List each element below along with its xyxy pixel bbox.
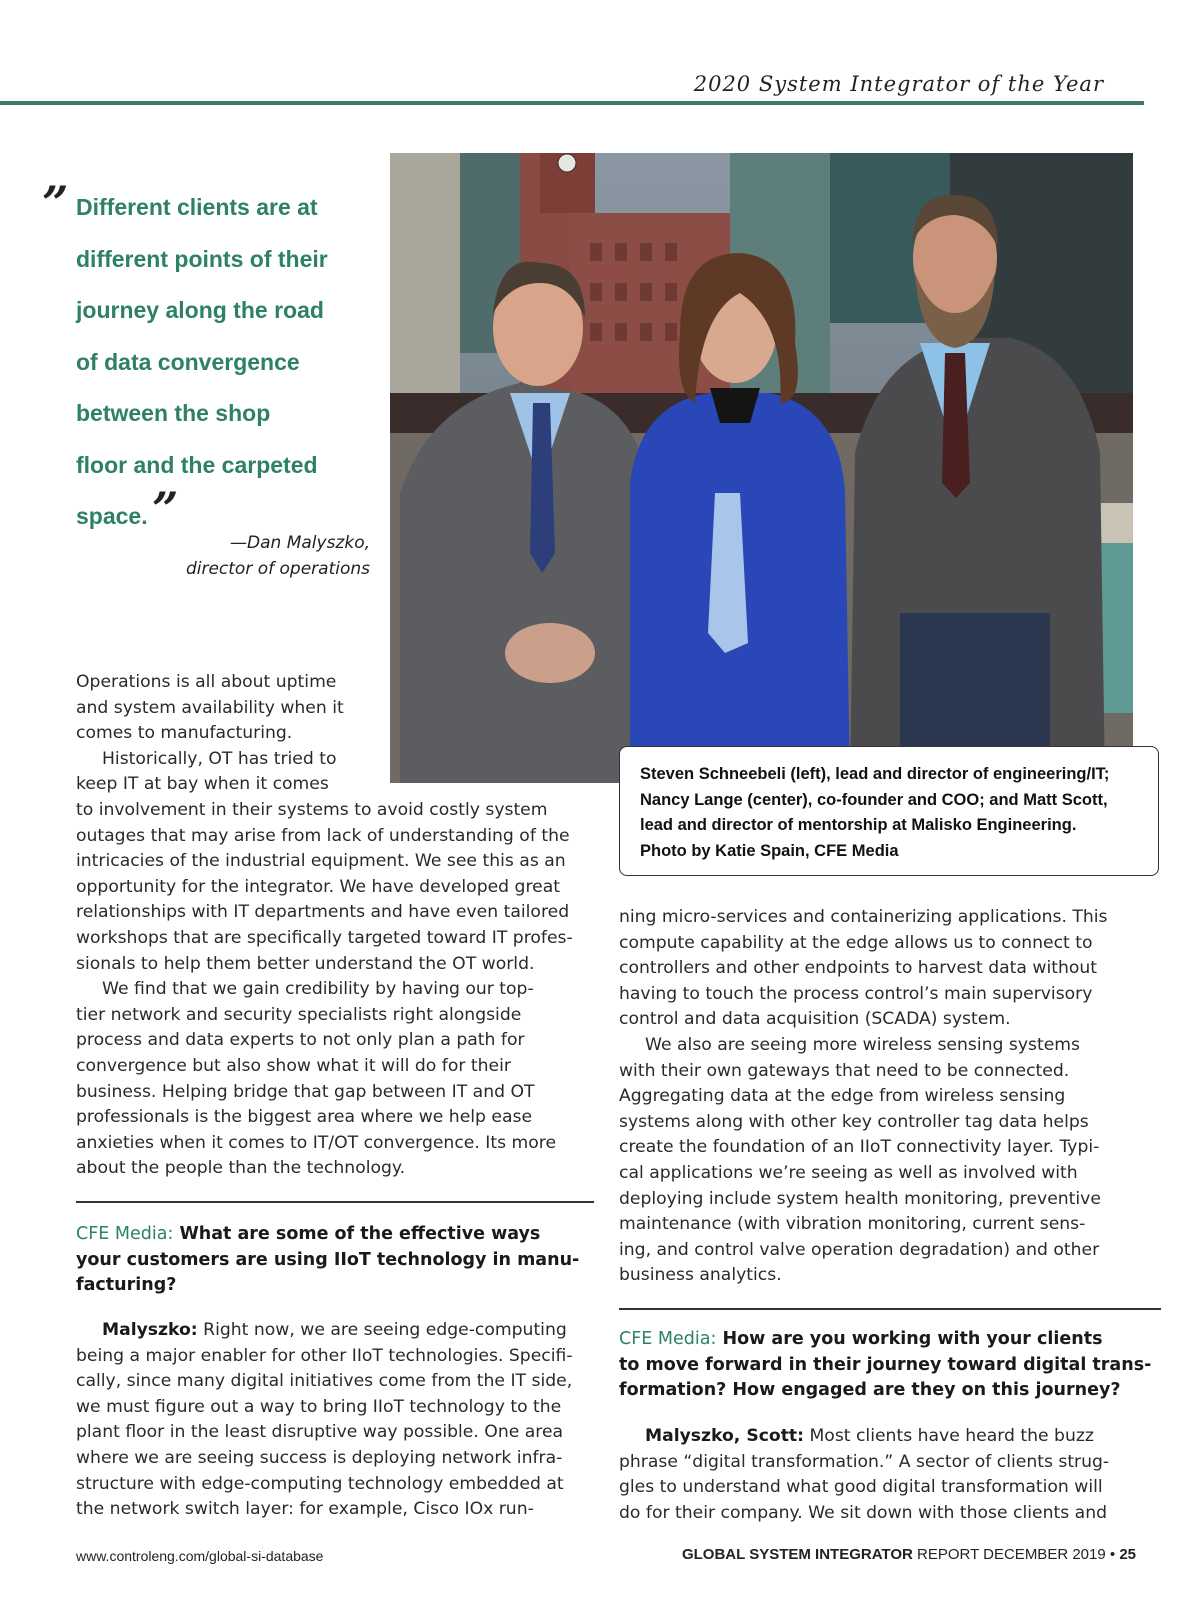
question-label: CFE Media:: [76, 1224, 174, 1244]
footer-url[interactable]: www.controleng.com/global-si-database: [76, 1548, 324, 1564]
footer-bullet: •: [1109, 1546, 1116, 1563]
answer-text: Most clients have heard the buzz: [804, 1426, 1094, 1446]
text-line: convergence but also show what it will do for their: [76, 1055, 511, 1076]
attribution-title: director of operations: [185, 559, 370, 579]
text-line: ning micro-services and containerizing applications. This: [619, 907, 1108, 927]
right-answer-text: [619, 1424, 1164, 1526]
page-number: 25: [1119, 1546, 1136, 1563]
text-line: and system availability when it: [76, 697, 344, 718]
running-header-title: 2020 System Integrator of the Year: [693, 72, 1104, 96]
open-quote-mark: ”: [42, 176, 69, 230]
text-line: control and data acquisition (SCADA) system.: [619, 1009, 1011, 1030]
text-line: maintenance (with vibration monitoring, current sens-: [619, 1214, 1086, 1235]
section-divider: [619, 1308, 1161, 1310]
text-line: being a major enabler for other IIoT technologies. Specifi-: [76, 1345, 573, 1366]
text-line: with their own gateways that need to be connected.: [619, 1060, 1070, 1081]
left-question: [76, 1222, 596, 1299]
question-line: [76, 1222, 596, 1248]
right-body-text: [619, 905, 1159, 1289]
pull-quote-line: different points of their: [76, 245, 328, 272]
question-line: [619, 1327, 1164, 1353]
text-line: where we are seeing success is deploying network infra-: [76, 1447, 563, 1468]
question-line: your customers are using IIoT technology in manu-: [76, 1249, 580, 1270]
text-line: about the people than the technology.: [76, 1158, 406, 1179]
text-line: professionals is the biggest area where we help ease: [76, 1107, 533, 1128]
header-rule: [0, 101, 1144, 105]
text-line: to involvement in their systems to avoid costly system: [76, 800, 548, 820]
caption-line: Steven Schneebeli (left), lead and director of engineering/IT;: [640, 765, 1110, 783]
footer-date: DECEMBER 2019: [983, 1546, 1106, 1563]
photo-caption: [619, 746, 1159, 876]
text-line: outages that may arise from lack of understanding of the: [76, 825, 570, 846]
caption-line: Nancy Lange (center), co-founder and COO; and Matt Scott,: [640, 790, 1108, 809]
pull-quote-line: floor and the carpeted: [76, 451, 318, 478]
question-label: CFE Media:: [619, 1329, 717, 1349]
text-line: Aggregating data at the edge from wireless sensing: [619, 1086, 1066, 1107]
text-line: relationships with IT departments and have even tailored: [76, 902, 570, 923]
text-line: phrase “digital transformation.” A sector of clients strug-: [619, 1451, 1110, 1472]
text-line: process and data experts to not only plan a path for: [76, 1030, 525, 1051]
answer-speaker: Malyszko:: [102, 1320, 198, 1340]
pull-quote-line: space.: [76, 503, 148, 529]
answer-text: Right now, we are seeing edge-computing: [197, 1320, 567, 1340]
text-line: cally, since many digital initiatives come from the IT side,: [76, 1371, 573, 1392]
text-line: Historically, OT has tried to: [102, 748, 337, 769]
caption-line: lead and director of mentorship at Malisko Engineering.: [640, 816, 1077, 834]
text-line: having to touch the process control’s main supervisory: [619, 983, 1093, 1004]
text-line: [76, 1318, 596, 1344]
text-line: structure with edge-computing technology embedded at: [76, 1473, 564, 1494]
question-text: How are you working with your clients: [716, 1329, 1103, 1349]
text-line: intricacies of the industrial equipment. We see this as an: [76, 851, 566, 872]
award-photo-illustration: [390, 153, 1133, 783]
pull-quote-line: between the shop: [76, 400, 271, 426]
text-line: controllers and other endpoints to harvest data without: [619, 958, 1097, 979]
text-line: keep IT at bay when it comes: [76, 774, 329, 795]
text-line: sionals to help them better understand the OT world.: [76, 953, 535, 974]
text-line: We also are seeing more wireless sensing systems: [645, 1034, 1080, 1055]
section-divider: [76, 1201, 594, 1203]
text-line: create the foundation of an IIoT connectivity layer. Typi-: [619, 1137, 1100, 1158]
award-photo: [390, 153, 1133, 783]
answer-speaker: Malyszko, Scott:: [645, 1426, 805, 1446]
pull-quote-line: of data convergence: [76, 348, 300, 375]
pull-quote-line: Different clients are at: [76, 194, 318, 220]
footer-publication: [682, 1546, 1136, 1563]
text-line: business analytics.: [619, 1265, 782, 1286]
text-line: workshops that are specifically targeted toward IT profes-: [76, 927, 573, 948]
left-body-text: [76, 798, 596, 1182]
text-line: business. Helping bridge that gap between IT and OT: [76, 1081, 535, 1102]
text-line: Operations is all about uptime: [76, 672, 337, 692]
text-line: anxieties when it comes to IT/OT convergence. Its more: [76, 1132, 557, 1153]
text-line: do for their company. We sit down with those clients and: [619, 1502, 1108, 1523]
text-line: tier network and security specialists right alongside: [76, 1004, 522, 1025]
text-line: systems along with other key controller tag data helps: [619, 1111, 1089, 1132]
question-text: What are some of the effective ways: [173, 1224, 541, 1244]
close-quote-mark: ”: [152, 482, 179, 536]
question-line: facturing?: [76, 1275, 177, 1295]
right-question: [619, 1327, 1164, 1404]
text-line: gles to understand what good digital transformation will: [619, 1477, 1103, 1498]
question-line: to move forward in their journey toward digital trans-: [619, 1354, 1152, 1375]
text-line: ing, and control valve operation degradation) and other: [619, 1239, 1100, 1260]
left-intro-text: [76, 670, 376, 798]
footer-report: REPORT: [912, 1546, 979, 1563]
text-line: opportunity for the integrator. We have developed great: [76, 876, 561, 897]
quote-attribution: [150, 530, 370, 582]
text-line: we must figure out a way to bring IIoT technology to the: [76, 1396, 562, 1417]
pull-quote: [76, 182, 376, 543]
text-line: [619, 1424, 1164, 1450]
attribution-name: —Dan Malyszko,: [230, 533, 370, 553]
footer-brand: GLOBAL SYSTEM INTEGRATOR: [681, 1546, 913, 1563]
text-line: deploying include system health monitoring, preventive: [619, 1188, 1101, 1209]
left-answer-text: [76, 1318, 596, 1523]
text-line: compute capability at the edge allows us to connect to: [619, 932, 1093, 953]
caption-line: Photo by Katie Spain, CFE Media: [640, 841, 899, 860]
text-line: cal applications we’re seeing as well as involved with: [619, 1162, 1078, 1183]
text-line: plant floor in the least disruptive way possible. One area: [76, 1422, 564, 1443]
text-line: comes to manufacturing.: [76, 723, 293, 744]
text-line: the network switch layer: for example, Cisco IOx run-: [76, 1499, 534, 1520]
pull-quote-line: journey along the road: [76, 297, 324, 323]
text-line: We find that we gain credibility by having our top-: [102, 979, 534, 1000]
question-line: formation? How engaged are they on this journey?: [619, 1380, 1121, 1400]
